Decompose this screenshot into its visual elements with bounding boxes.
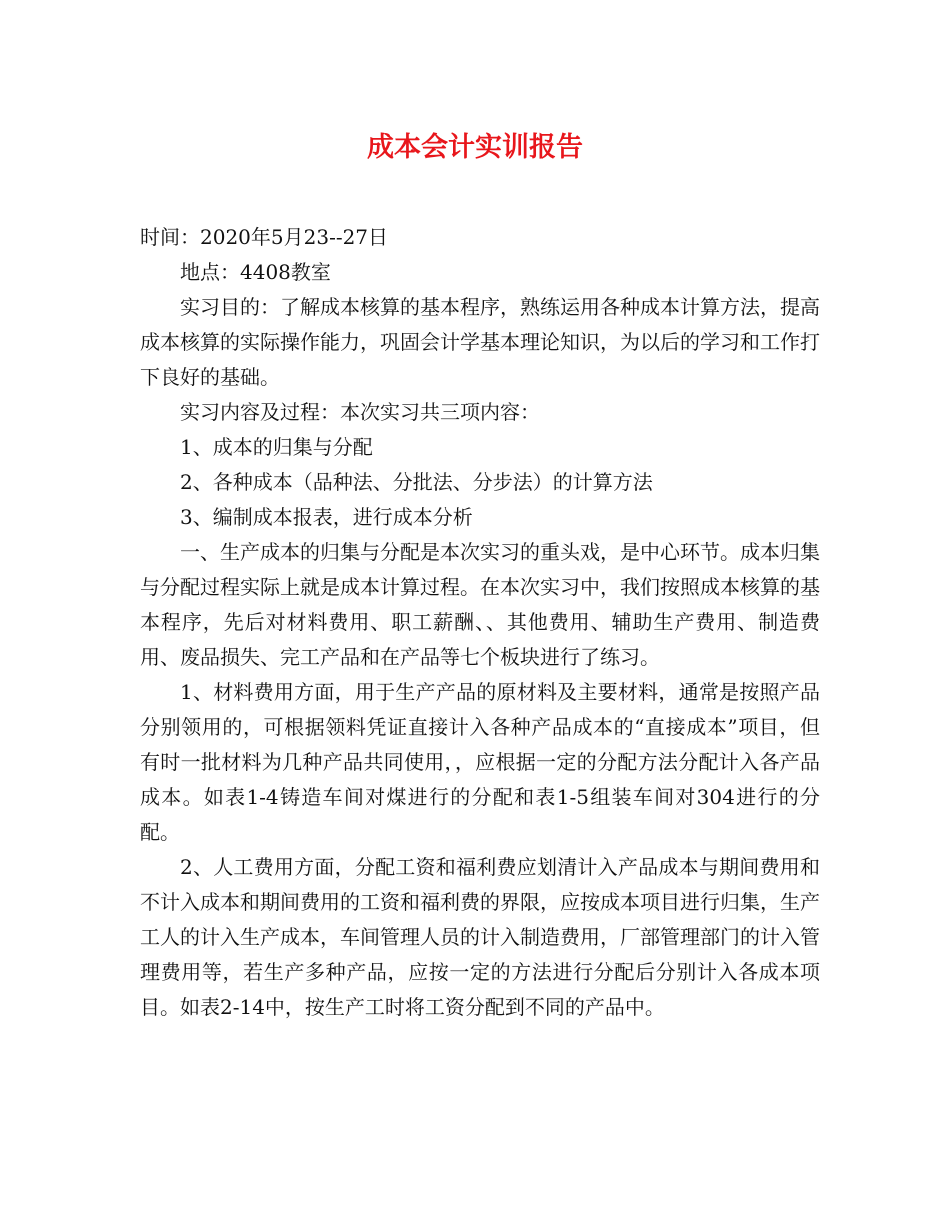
time-line: 时间：2020年5月23--27日 (140, 225, 389, 249)
document-title: 成本会计实训报告 (367, 132, 583, 163)
labor-cost-paragraph: 2、人工费用方面，分配工资和福利费应划清计入产品成本与期间费用和不计入成本和期间费用的工资和福利费的界限，应按成本项目进行归集，生产工人的计入生产成本，车间管理人员的计入制造费用，厂部管理部门的计入管理费用等，若生产多种产品，应按一定的方法进行分配后分别计入各成本项目。如表2-14中，按生产工时将工资分配到不同的产品中。 (140, 855, 820, 1019)
purpose-paragraph: 实习目的：了解成本核算的基本程序，熟练运用各种成本计算方法，提高成本核算的实际操作能力，巩固会计学基本理论知识，为以后的学习和工作打下良好的基础。 (140, 295, 820, 389)
section-one-paragraph: 一、生产成本的归集与分配是本次实习的重头戏，是中心环节。成本归集与分配过程实际上就是成本计算过程。在本次实习中，我们按照成本核算的基本程序，先后对材料费用、职工薪酬、、其他费用、辅助生产费用、制造费用、废品损失、完工产品和在产品等七个板块进行了练习。 (140, 540, 820, 669)
content-intro-line: 实习内容及过程：本次实习共三项内容： (180, 400, 540, 424)
location-line: 地点：4408教室 (180, 260, 331, 284)
document-body (140, 220, 820, 1025)
content-item-1: 1、成本的归集与分配 (180, 435, 373, 459)
content-item-3: 3、编制成本报表，进行成本分析 (180, 505, 473, 529)
content-item-2: 2、各种成本（品种法、分批法、分步法）的计算方法 (180, 470, 653, 494)
material-cost-paragraph: 1、材料费用方面，用于生产产品的原材料及主要材料，通常是按照产品分别领用的，可根据领料凭证直接计入各种产品成本的“直接成本”项目，但有时一批材料为几种产品共同使用，，应根据一定的分配方法分配计入各产品成本。如表1-4铸造车间对煤进行的分配和表1-5组装车间对304进行的分配。 (140, 680, 820, 844)
